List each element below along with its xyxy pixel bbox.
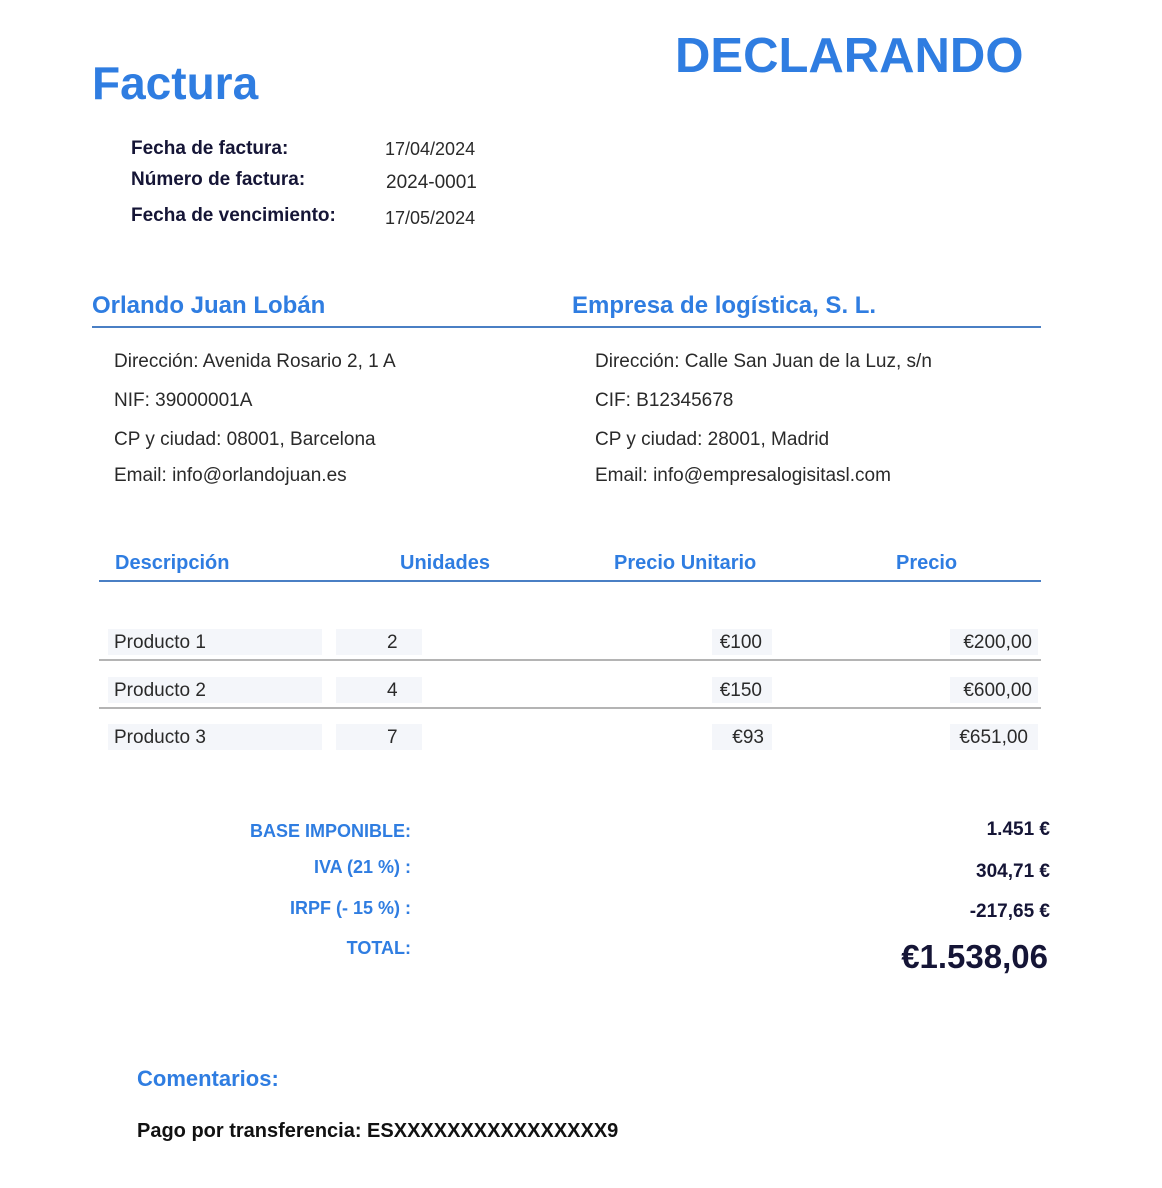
- issuer-email: Email: info@orlandojuan.es: [114, 465, 347, 486]
- row-units: 4: [387, 680, 398, 701]
- comments-heading: Comentarios:: [137, 1066, 279, 1091]
- cell-background: [336, 629, 422, 655]
- row-description: Producto 1: [114, 632, 206, 653]
- row-price: €200,00: [963, 632, 1032, 653]
- client-cif: CIF: B12345678: [595, 390, 734, 411]
- due-date-value: 17/05/2024: [385, 208, 476, 228]
- issuer-address: Dirección: Avenida Rosario 2, 1 A: [114, 351, 396, 372]
- row-description: Producto 2: [114, 680, 206, 701]
- client-name: Empresa de logística, S. L.: [572, 292, 877, 319]
- parties-divider: [92, 326, 1041, 328]
- irpf-label: IRPF (- 15 %) :: [289, 898, 411, 918]
- row-divider: [99, 707, 1041, 709]
- row-price: €600,00: [963, 680, 1032, 701]
- cell-background: [336, 724, 422, 750]
- invoice-number-label: Número de factura:: [131, 169, 306, 190]
- row-units: 2: [387, 632, 398, 653]
- row-unit-price: €93: [732, 727, 764, 748]
- client-city: CP y ciudad: 28001, Madrid: [595, 429, 830, 450]
- column-header-description: Descripción: [115, 552, 230, 574]
- table-header-divider: [99, 580, 1041, 582]
- cell-background: [336, 677, 422, 703]
- issuer-name: Orlando Juan Lobán: [92, 292, 326, 319]
- row-price: €651,00: [959, 727, 1028, 748]
- row-unit-price: €100: [719, 632, 762, 653]
- iva-value: 304,71 €: [976, 861, 1050, 882]
- row-unit-price: €150: [719, 680, 762, 701]
- base-imponible-label: BASE IMPONIBLE:: [249, 821, 411, 841]
- column-header-unit-price: Precio Unitario: [614, 552, 757, 574]
- row-divider: [99, 659, 1041, 661]
- comments-text: Pago por transferencia: ESXXXXXXXXXXXXXXXX9: [137, 1120, 619, 1142]
- issuer-city: CP y ciudad: 08001, Barcelona: [114, 429, 376, 450]
- irpf-value: -217,65 €: [969, 901, 1050, 922]
- row-description: Producto 3: [114, 727, 206, 748]
- issuer-nif: NIF: 39000001A: [114, 390, 253, 411]
- invoice-date-value: 17/04/2024: [385, 139, 476, 159]
- page-title: Factura: [92, 57, 259, 109]
- due-date-label: Fecha de vencimiento:: [131, 205, 336, 226]
- invoice-number-value: 2024-0001: [386, 172, 477, 193]
- brand-logo: DECLARANDO: [675, 29, 1024, 83]
- iva-label: IVA (21 %) :: [313, 857, 411, 877]
- invoice-date-label: Fecha de factura:: [131, 138, 289, 159]
- client-address: Dirección: Calle San Juan de la Luz, s/n: [595, 351, 932, 372]
- client-email: Email: info@empresalogisitasl.com: [595, 465, 891, 486]
- column-header-units: Unidades: [400, 552, 491, 574]
- total-label: TOTAL:: [346, 938, 411, 958]
- total-value: €1.538,06: [901, 938, 1048, 975]
- column-header-price: Precio: [896, 552, 958, 574]
- row-units: 7: [387, 727, 398, 748]
- base-imponible-value: 1.451 €: [986, 819, 1050, 840]
